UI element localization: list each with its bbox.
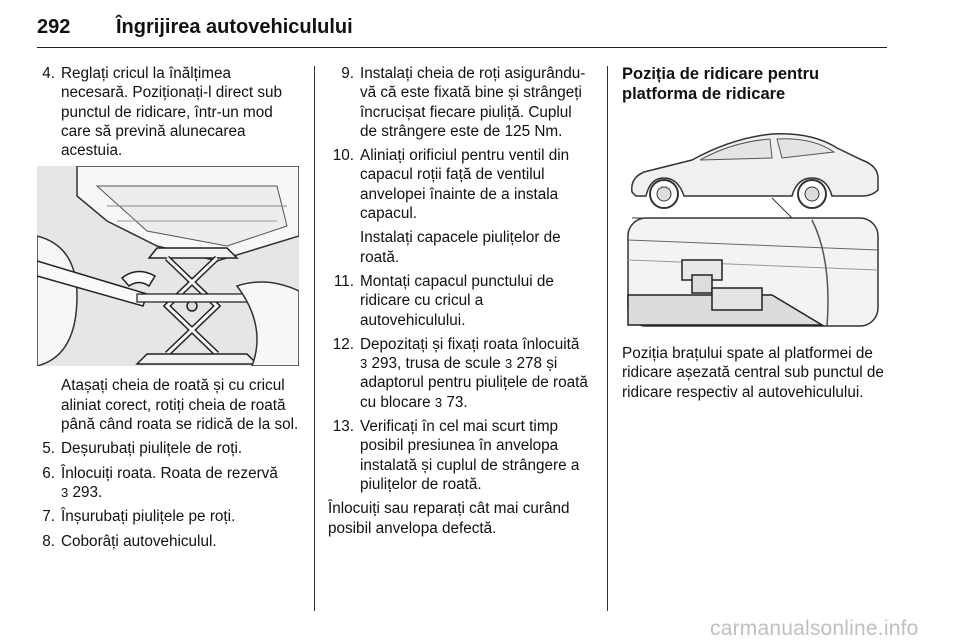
step-11	[328, 272, 592, 330]
page-header	[37, 14, 887, 54]
step-6-text: Înlocuiți roata. Roata de rezervă	[61, 464, 278, 482]
step-number: 5.	[42, 440, 55, 458]
step-number: 9.	[341, 65, 354, 82]
step-10	[328, 146, 592, 267]
step-number: 7.	[42, 508, 55, 526]
page-ref-icon: 3	[505, 356, 513, 372]
step-text	[61, 464, 299, 503]
step-number: 10.	[332, 147, 354, 165]
page-number: 292	[37, 16, 71, 38]
step-text-block	[360, 146, 592, 267]
figure-caption: Poziția brațului spate al platformei de ridicare așezată central sub punctul de ridicare respectiv al autovehiculului.	[622, 345, 884, 401]
step-4	[37, 64, 299, 160]
closing-note: Înlocuiți sau reparați cât mai curând posibil anvelopa defectă.	[328, 500, 570, 537]
watermark: carmanualsonline.info	[710, 617, 919, 640]
page-ref-link[interactable]: 293.	[72, 483, 103, 501]
step-text: Depozitați și fixați roata înlocuită	[360, 335, 580, 353]
step-6	[37, 464, 299, 503]
chapter-title: Îngrijirea autovehiculului	[116, 16, 353, 38]
column-divider-1	[314, 66, 315, 611]
column-divider-2	[607, 66, 608, 611]
step-text-block	[360, 335, 592, 412]
step-12	[328, 335, 592, 412]
page-ref-link[interactable]: 73.	[446, 393, 468, 411]
header-rule	[37, 47, 887, 48]
step-7	[37, 507, 299, 526]
lift-figure	[622, 120, 884, 330]
step-number: 13.	[332, 418, 354, 436]
column-3	[622, 64, 888, 407]
step-number: 11.	[333, 272, 354, 290]
column-2	[328, 64, 592, 543]
step-number: 4.	[42, 65, 55, 82]
page-ref-icon: 3	[61, 484, 69, 500]
step-text: Înșurubați piulițele pe roți.	[61, 508, 236, 526]
step-number: 12.	[332, 335, 354, 353]
page-ref-icon: 3	[360, 356, 368, 372]
column-1	[37, 64, 299, 556]
figure-caption: Atașați cheia de roată și cu cricul aliniat corect, rotiți cheia de roată până când roata se ridică de la sol.	[61, 377, 299, 434]
step-text: Coborâți autovehiculul.	[61, 532, 217, 550]
step-text: Verificați în cel mai scurt timp posibil presiunea în anvelopa instalată și cuplul de strângere a piulițelor de roată.	[360, 418, 580, 493]
page-ref-link[interactable]: 293, trusa de scule	[371, 355, 501, 373]
step-number: 8.	[42, 532, 55, 550]
step-text: Instalați cheia de roți asigurându-vă că este fixată bine și strângeți încrucișat fiecare piuliță. Cuplul de strângere este de 125 Nm.	[360, 65, 586, 140]
page-ref-link[interactable]: 278 și adaptorul pentru piulițele de roată cu blocare	[360, 355, 588, 411]
step-text: Aliniați orificiul pentru ventil din capacul roții față de ventilul anvelopei înainte de a instala capacul.	[360, 147, 570, 223]
page-ref-icon: 3	[434, 394, 443, 410]
step-text: Reglați cricul la înălțimea necesară. Poziționați-l direct sub punctul de ridicare, într-un mod care să prevină alunecarea acestuia.	[61, 65, 283, 160]
step-13	[328, 417, 592, 494]
jack-figure	[37, 166, 299, 366]
step-text: Montați capacul punctului de ridicare cu cricul a autovehiculului.	[360, 272, 554, 329]
section-heading: Poziția de ridicare pentru platforma de ridicare	[622, 65, 820, 103]
step-5	[37, 439, 299, 458]
step-9	[328, 64, 592, 141]
step-text: Deșurubați piulițele de roți.	[61, 440, 243, 458]
step-text-extra: Instalați capacele piulițelor de roată.	[360, 229, 561, 266]
step-8	[37, 532, 299, 551]
step-number: 6.	[42, 464, 55, 482]
